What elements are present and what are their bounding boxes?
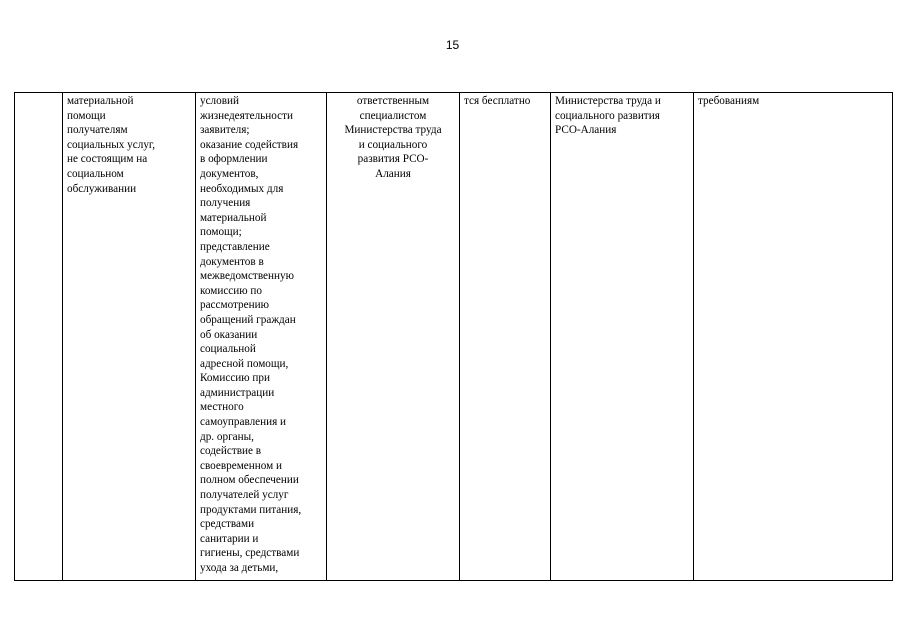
cell-text: материальной помощи получателям социальных услуг, не состоящим на социальном обслуживании [67, 95, 156, 195]
table-cell-service-description [196, 93, 327, 581]
table-row [15, 93, 893, 581]
services-table [14, 92, 893, 581]
table-cell-responsible [327, 93, 460, 581]
cell-text: условий жизнедеятельности заявителя; оказание содействия в оформлении документов, необходимых для получения материальной помощи; представление документов в межведомственную комиссию по рассмотрению обращений граждан об оказании социальной адресной помощи, Комиссию при администрации местного самоуправления и др. органы, содействие в своевременном и полном обеспечении получателей услуг продуктами питания, средствами санитарии и гигиены, средствами ухода за детьми, [200, 95, 302, 574]
table-cell-service-name [63, 93, 196, 581]
cell-text: ответственным специалистом Министерства труда и социального развития РСО- Алания [344, 95, 442, 180]
cell-text: требованиям [698, 95, 760, 107]
table-cell-terms [460, 93, 551, 581]
table-cell-requirements [694, 93, 893, 581]
table-cell-number [15, 93, 63, 581]
cell-text: Министерства труда и социального развития РСО-Алания [555, 95, 661, 137]
page-number: 15 [445, 38, 460, 52]
table-cell-ministry [551, 93, 694, 581]
cell-text: тся бесплатно [464, 95, 531, 107]
